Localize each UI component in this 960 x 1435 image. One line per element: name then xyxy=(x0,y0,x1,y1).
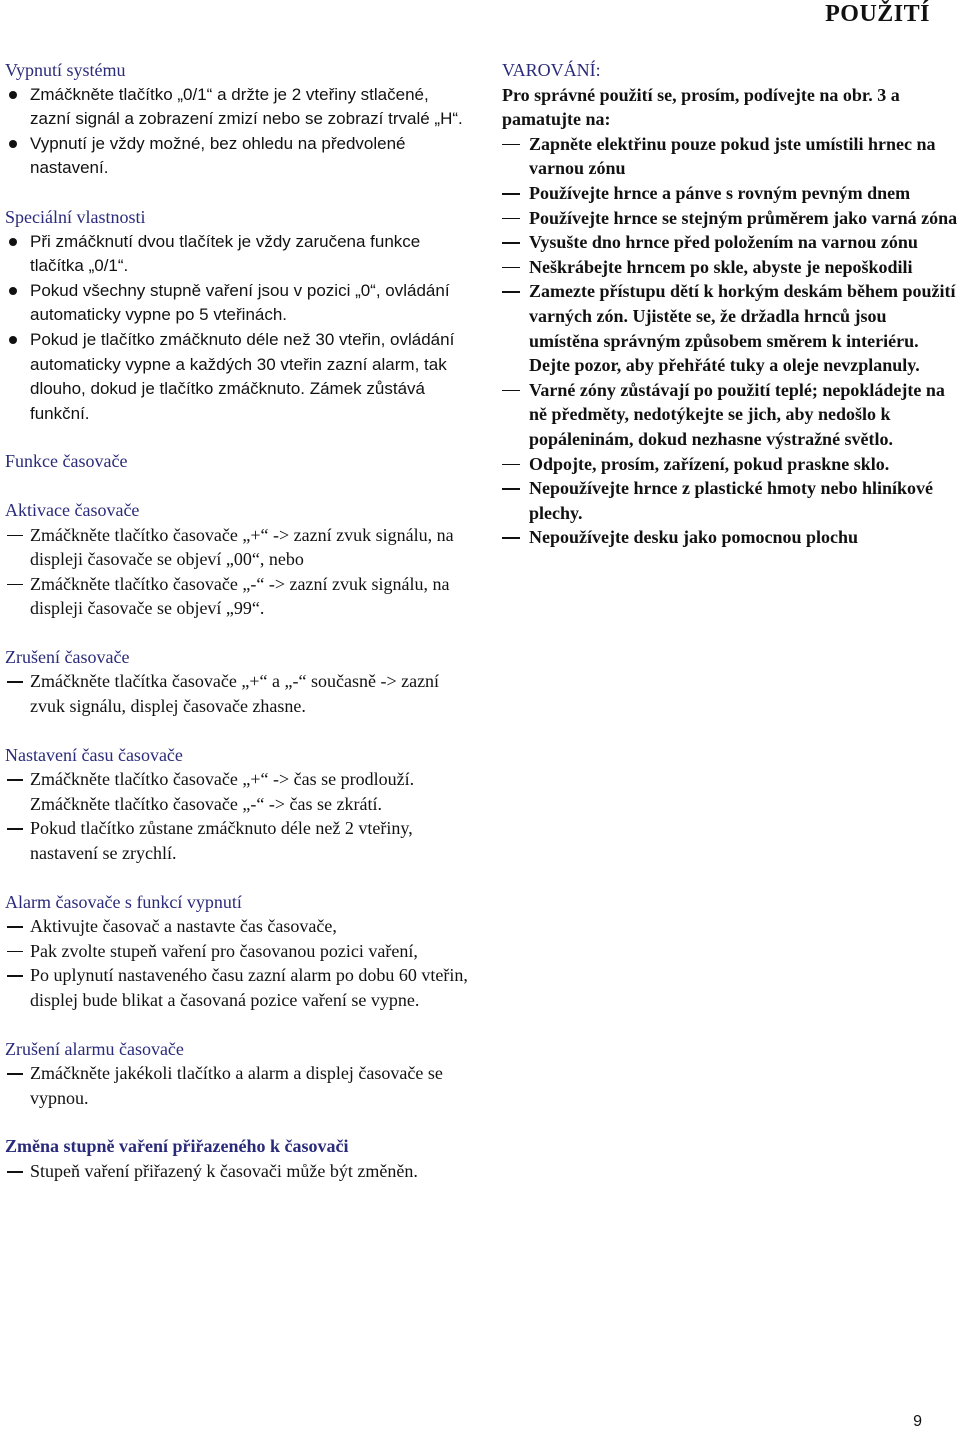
dash-list xyxy=(5,669,470,718)
list-item: Při zmáčknutí dvou tlačítek je vždy zaručena funkce tlačítka „0/1“. xyxy=(5,230,470,279)
section-heading: Aktivace časovače xyxy=(5,499,140,520)
section-vypnuti xyxy=(5,58,470,181)
list-item: Pokud tlačítko zůstane zmáčknuto déle než 2 vteřiny, nastavení se zrychlí. xyxy=(5,816,470,865)
page-number: 9 xyxy=(913,1413,922,1430)
list-item: Zapněte elektřinu pouze pokud jste umístili hrnec na varnou zónu xyxy=(502,132,960,181)
list-item: Zmáčkněte tlačítko časovače „-“ -> zazní zvuk signálu, na displeji časovače se objeví „99“. xyxy=(5,572,470,621)
section-heading: Nastavení času časovače xyxy=(5,744,183,765)
section-aktivace xyxy=(5,498,470,621)
dash-list xyxy=(5,914,470,1012)
section-zruseni-alarmu xyxy=(5,1037,470,1111)
list-item: Zmáčkněte tlačítko časovače „+“ -> čas se prodlouží. xyxy=(5,767,470,792)
list-item: Nepoužívejte desku jako pomocnou plochu xyxy=(502,525,960,550)
section-heading: Vypnutí systému xyxy=(5,60,126,80)
list-item: Aktivujte časovač a nastavte čas časovače, xyxy=(5,914,470,939)
warning-list xyxy=(502,132,960,550)
list-item: Varné zóny zůstávají po použití teplé; nepokládejte na ně předměty, nedotýkejte se jich, aby nedošlo k popáleninám, dokud nezhasne výstražné světlo. xyxy=(502,378,960,452)
section-specialni xyxy=(5,205,470,426)
list-item: Pokud všechny stupně vaření jsou v pozici „0“, ovládání automaticky vypne po 5 vteřinách. xyxy=(5,279,470,328)
list-item: Zmáčkněte tlačítko časovače „-“ -> čas se zkrátí. xyxy=(30,793,382,814)
list-item: Zmáčkněte tlačítko časovače „+“ -> zazní zvuk signálu, na displeji časovače se objeví „00“, nebo xyxy=(5,523,470,572)
list-item: Zmáčkněte jakékoli tlačítko a alarm a displej časovače se vypnou. xyxy=(5,1061,470,1110)
warning-intro: Pro správné použití se, prosím, podívejte na obr. 3 a pamatujte na: xyxy=(502,84,900,130)
list-item: Vypnutí je vždy možné, bez ohledu na předvolené nastavení. xyxy=(5,132,470,181)
list-item: Používejte hrnce se stejným průměrem jako varná zóna xyxy=(502,206,960,231)
section-nastaveni xyxy=(5,743,470,866)
section-zmena xyxy=(5,1134,470,1183)
dash-list xyxy=(5,767,470,865)
list-item: Zmáčkněte tlačítka časovače „+“ a „-“ současně -> zazní zvuk signálu, displej časovače zhasne. xyxy=(5,669,470,718)
section-heading: Funkce časovače xyxy=(5,451,128,472)
list-item: Pokud je tlačítko zmáčknuto déle než 30 vteřin, ovládání automaticky vypne a každých 30 vteřin zazní alarm, tak dlouho, dokud je tlačítko zmáčknuto. Zámek zůstává funkční. xyxy=(5,328,470,426)
list-item: Nepoužívejte hrnce z plastické hmoty nebo hliníkové plechy. xyxy=(502,476,960,525)
list-item: Používejte hrnce a pánve s rovným pevným dnem xyxy=(502,181,960,206)
list-item: Neškrábejte hrncem po skle, abyste je nepoškodili xyxy=(502,255,960,280)
list-item: Vysušte dno hrnce před položením na varnou zónu xyxy=(502,230,960,255)
left-column xyxy=(5,58,470,1208)
right-column xyxy=(502,58,960,550)
section-heading: Změna stupně vaření přiřazeného k časovači xyxy=(5,1136,349,1157)
dash-list xyxy=(5,1061,470,1110)
bullet-list xyxy=(5,83,470,181)
section-heading: Speciální vlastnosti xyxy=(5,206,146,227)
section-heading: Zrušení časovače xyxy=(5,646,130,667)
list-item: Stupeň vaření přiřazený k časovači může být změněn. xyxy=(5,1159,470,1184)
section-funkce xyxy=(5,449,470,474)
list-item: Zmáčkněte tlačítko „0/1“ a držte je 2 vteřiny stlačené, zazní signál a zobrazení zmizí nebo se zobrazí trvalé „H“. xyxy=(5,83,470,132)
dash-list xyxy=(5,523,470,621)
page-title: POUŽITÍ xyxy=(825,1,930,27)
warning-heading: VAROVÁNÍ: xyxy=(502,60,601,80)
list-item: Pak zvolte stupeň vaření pro časovanou pozici vaření, xyxy=(5,939,470,964)
section-zruseni xyxy=(5,645,470,719)
list-item: Odpojte, prosím, zařízení, pokud praskne sklo. xyxy=(502,452,960,477)
bullet-list xyxy=(5,230,470,427)
list-item: Po uplynutí nastaveného času zazní alarm po dobu 60 vteřin, displej bude blikat a časovaná pozice vaření se vypne. xyxy=(5,963,470,1012)
section-heading: Alarm časovače s funkcí vypnutí xyxy=(5,891,242,912)
section-heading: Zrušení alarmu časovače xyxy=(5,1038,184,1059)
dash-list xyxy=(5,1159,470,1184)
list-item: Zamezte přístupu dětí k horkým deskám během použití varných zón. Ujistěte se, že držadla hrnců jsou umístěna správným způsobem směrem k interiéru. Dejte pozor, aby přehřáté tuky a oleje nevzplanuly. xyxy=(502,279,960,377)
section-alarm xyxy=(5,890,470,1013)
